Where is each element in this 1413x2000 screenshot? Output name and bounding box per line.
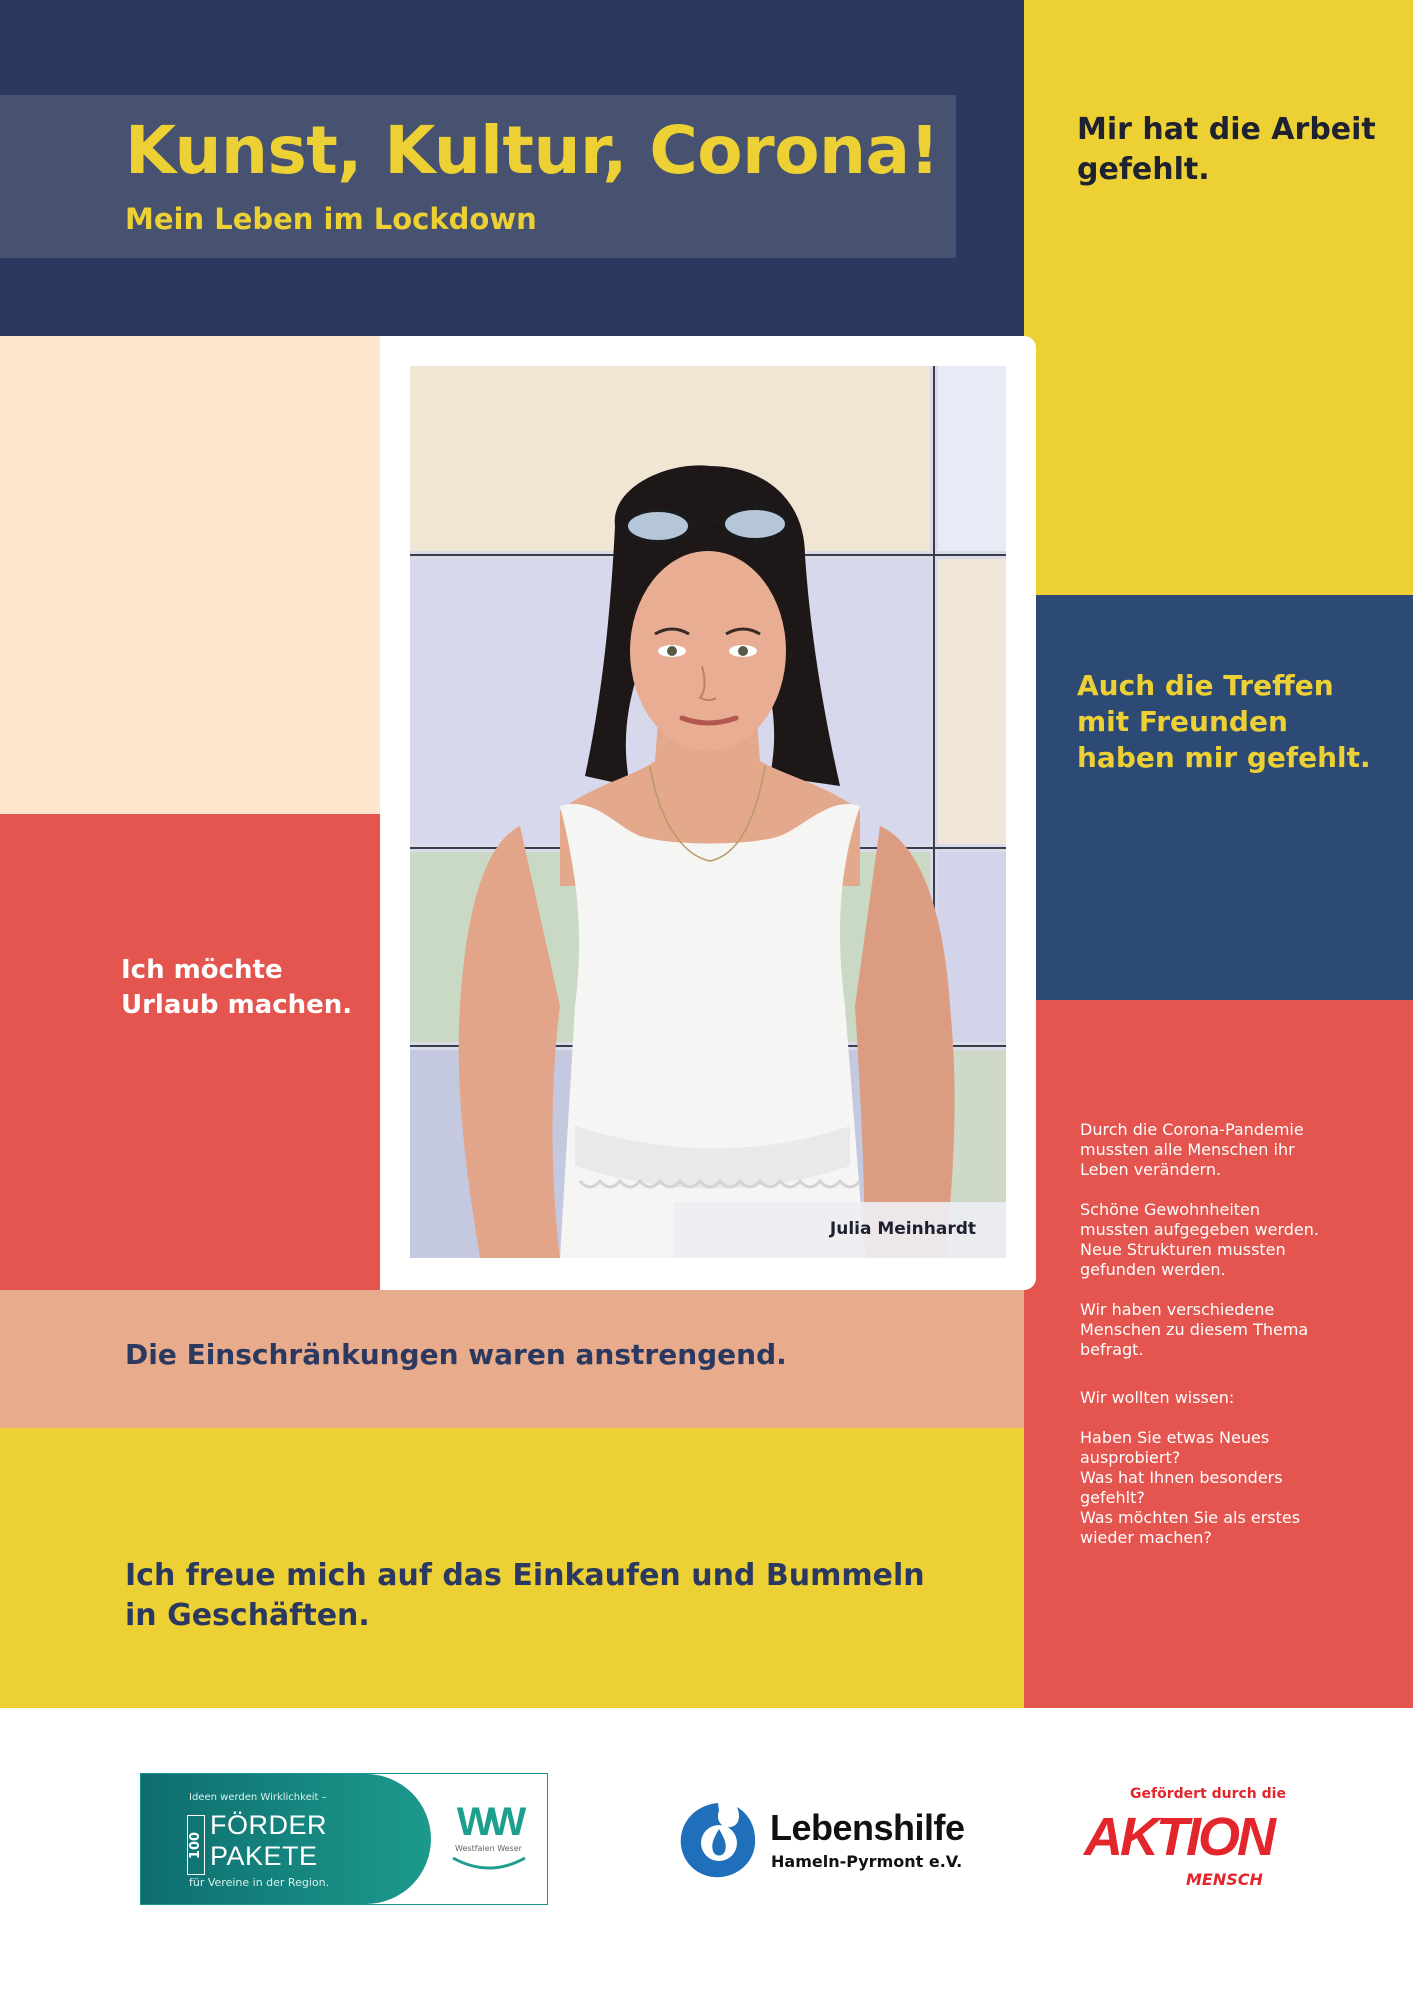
info-paragraph: Neue Strukturen mussten gefunden werden.	[1080, 1240, 1286, 1279]
foerder-line2: PAKETE	[210, 1841, 318, 1871]
quote-vacation: Ich möchte Urlaub machen.	[121, 955, 353, 1020]
portrait-photo	[410, 366, 1006, 1258]
foerder-tagline: Ideen werden Wirklichkeit –	[189, 1792, 327, 1803]
info-question: Was hat Ihnen besonders gefehlt?	[1080, 1468, 1283, 1507]
foerder-pakete-logo	[140, 1773, 548, 1905]
quote-restrictions: Die Einschränkungen waren anstrengend.	[125, 1338, 787, 1371]
info-question: Haben Sie etwas Neues ausprobiert?	[1080, 1428, 1270, 1467]
quote-work: Mir hat die Arbeit gefehlt.	[1077, 112, 1376, 187]
aktion-tagline: Gefördert durch die	[1130, 1786, 1286, 1802]
info-paragraph: Schöne Gewohnheiten mussten aufgegeben werden.	[1080, 1200, 1319, 1239]
ww-arc-icon	[451, 1852, 527, 1872]
person-name: Julia Meinhardt	[829, 1219, 976, 1239]
ww-logo-mark: WW	[456, 1800, 521, 1844]
aktion-wordmark: AKTION	[1084, 1807, 1273, 1867]
navy-panel-right	[1036, 595, 1413, 1000]
foerder-line1: FÖRDER	[210, 1810, 327, 1840]
lebenshilfe-location: Hameln-Pyrmont e.V.	[771, 1852, 963, 1871]
quote-shopping: Ich freue mich auf das Einkaufen und Bummeln in Geschäften.	[125, 1558, 925, 1633]
info-question: Was möchten Sie als erstes wieder machen?	[1080, 1508, 1301, 1547]
name-caption	[674, 1202, 1006, 1258]
foerder-subline: für Vereine in der Region.	[189, 1876, 330, 1889]
info-text	[1080, 1120, 1330, 1568]
info-paragraph: Wir haben verschiedene Menschen zu diesem Thema befragt.	[1080, 1300, 1309, 1359]
page-title: Kunst, Kultur, Corona!	[125, 112, 940, 189]
foerder-number: 100	[188, 1831, 204, 1859]
aktion-mensch-logo	[1070, 1778, 1290, 1893]
red-panel-left	[0, 814, 380, 1290]
lebenshilfe-drop-icon	[675, 1797, 761, 1882]
lebenshilfe-name: Lebenshilfe	[770, 1807, 965, 1848]
page-subtitle: Mein Leben im Lockdown	[125, 202, 537, 236]
info-paragraph: Wir wollten wissen:	[1080, 1388, 1235, 1407]
yellow-panel-right	[1024, 0, 1413, 595]
lebenshilfe-logo	[675, 1797, 975, 1882]
aktion-mensch-wordmark: MENSCH	[1186, 1870, 1263, 1889]
info-paragraph: Durch die Corona-Pandemie mussten alle Menschen ihr Leben verändern.	[1080, 1120, 1304, 1179]
ww-logo-subtitle: Westfalen Weser	[455, 1844, 522, 1853]
quote-friends: Auch die Treffen mit Freunden haben mir gefehlt.	[1077, 669, 1371, 774]
foerder-number-box	[187, 1815, 205, 1875]
cream-panel-left	[0, 336, 380, 814]
